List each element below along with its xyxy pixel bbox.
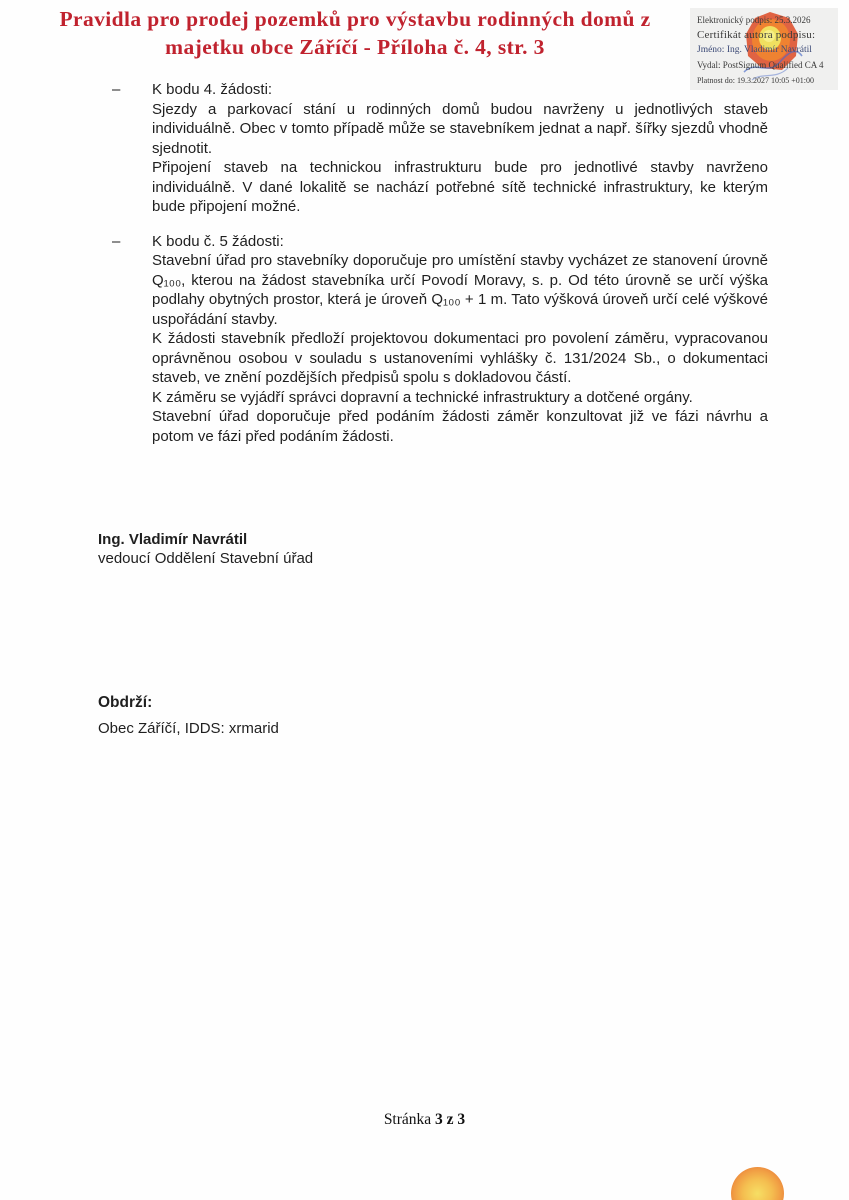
paragraph: Připojení staveb na technickou infrastrukturu bude pro jednotlivé stavby navrženo individuálně. V dané lokalitě se nachází potřebné sítě technické infrastruktury, ke kterým bude připojení možné. [152, 159, 768, 215]
dash-bullet: – [112, 81, 121, 98]
stamp-line-electronic-signature: Elektronický podpis: 25.3.2026 [697, 15, 811, 25]
signatory-name: Ing. Vladimír Navrátil [98, 531, 248, 548]
item-heading: K bodu č. 5 žádosti: [152, 232, 284, 250]
footer-page-info: 3 z 3 [435, 1111, 466, 1128]
signatory-role: vedoucí Oddělení Stavební úřad [98, 549, 314, 567]
document-title-line-2: majetku obce Záříčí - Příloha č. 4, str. 3 [165, 35, 545, 59]
recipients-heading: Obdrží: [98, 694, 153, 711]
bottom-stamp-icon [731, 1167, 784, 1200]
paragraph: Sjezdy a parkovací stání u rodinných domů budou navrženy u jednotlivých staveb individuálně. Obec v tomto případě může se stavebníkem jednat a např. šířky sjezdů vhodně sjednotit. [152, 100, 768, 157]
footer-page-label: Stránka [383, 1111, 432, 1128]
recipients-block [98, 693, 279, 739]
body-text [112, 80, 768, 461]
stamp-line-validity: Platnost do: 19.3.2027 10:05 +01:00 [697, 76, 814, 85]
stamp-line-issuer: Vydal: PostSignum Qualified CA 4 [697, 60, 824, 70]
footer-page-number [0, 1111, 849, 1129]
signatory-block [98, 531, 313, 568]
paragraph: K záměru se vyjádří správci dopravní a technické infrastruktury a dotčené orgány. [152, 388, 693, 406]
list-item-point-4 [112, 80, 768, 217]
paragraph: Stavební úřad pro stavebníky doporučuje pro umístění stavby vycházet ze stanovení úrovně Q₁₀₀, kterou na žádost stavebníka určí Povodí Moravy, s. p. Od této úrovně se určí výška podlahy obytných prostor, která je úroveň Q₁₀₀ + 1 m. Tato výšková úroveň určí celé výškové uspořádání stavby. [152, 252, 768, 328]
document-title-line-1: Pravidla pro prodej pozemků pro výstavbu rodinných domů z [59, 7, 651, 31]
stamp-line-name: Jméno: Ing. Vladimír Navrátil [697, 45, 812, 55]
paragraph: Stavební úřad doporučuje před podáním žádosti záměr konzultovat již ve fázi návrhu a potom ve fázi před podáním žádosti. [152, 408, 768, 445]
electronic-signature-box [690, 8, 838, 90]
document-title [10, 5, 700, 61]
list-item-point-5 [112, 232, 768, 447]
recipients-line: Obec Záříčí, IDDS: xrmarid [98, 720, 279, 737]
dash-bullet: – [112, 232, 121, 250]
stamp-line-certificate-heading: Certifikát autora podpisu: [697, 29, 816, 41]
paragraph: K žádosti stavebník předloží projektovou dokumentaci pro povolení záměru, vypracovanou oprávněnou osobou v souladu s ustanoveními vyhlášky č. 131/2024 Sb., o dokumentaci staveb, ve znění pozdějších předpisů spolu s dokladovou částí. [152, 330, 768, 386]
item-heading: K bodu 4. žádosti: [152, 81, 273, 98]
